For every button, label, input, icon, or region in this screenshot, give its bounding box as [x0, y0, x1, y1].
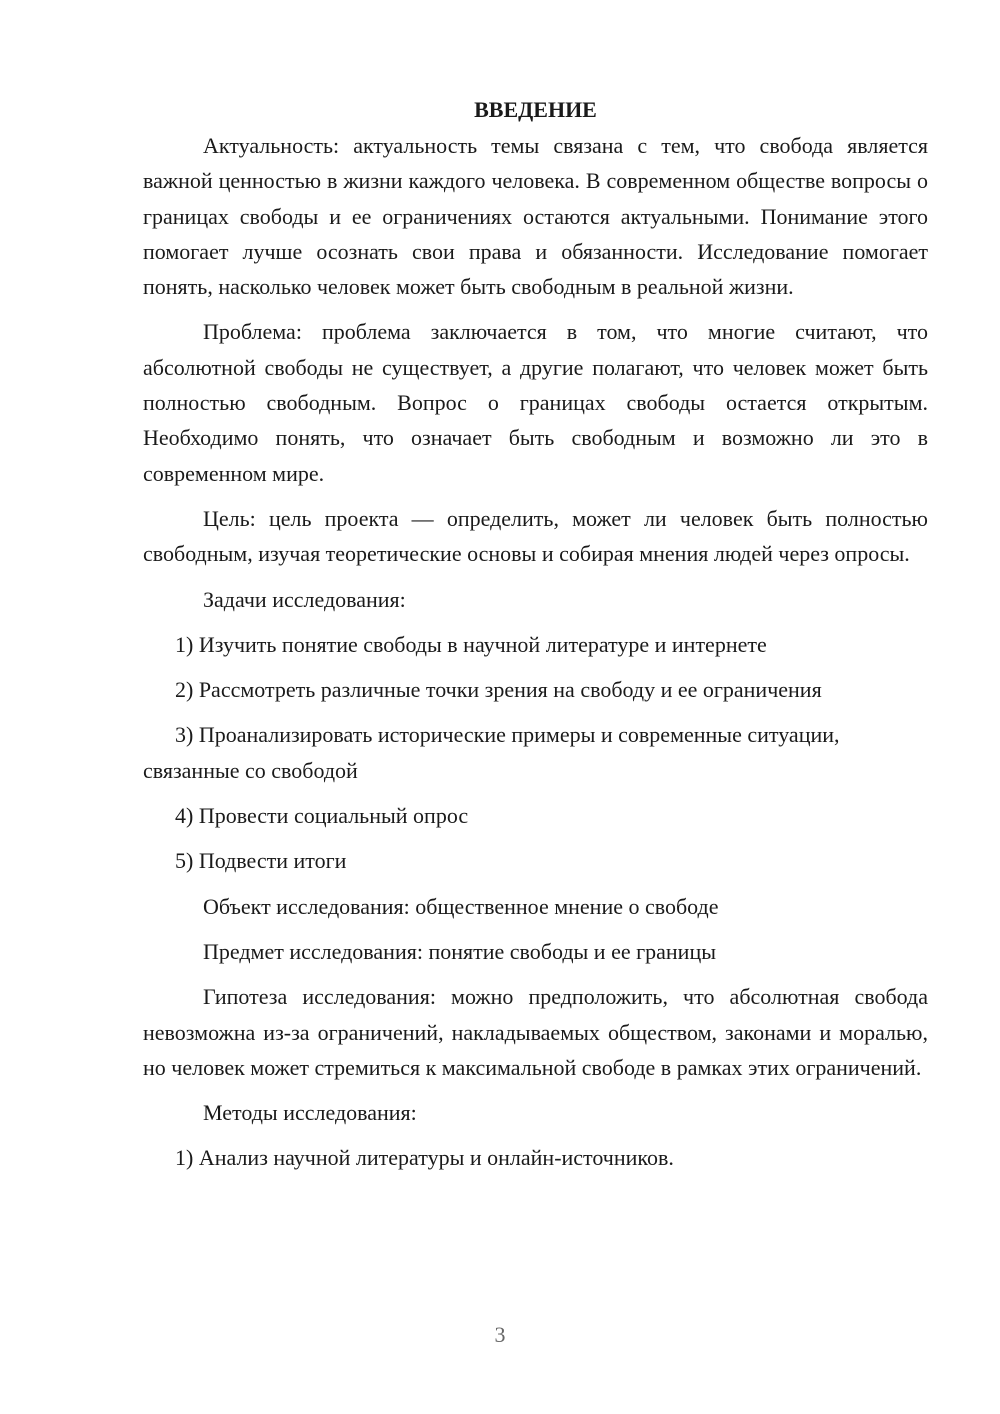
goal-paragraph: Цель: цель проекта — определить, может ли человек быть полностью свободным, изучая теоретические основы и собирая мнения людей через опросы. — [143, 505, 928, 567]
object-paragraph: Объект исследования: общественное мнение о свободе — [203, 893, 719, 919]
relevance-paragraph: Актуальность: актуальность темы связана с тем, что свобода является важной ценностью в жизни каждого человека. В современном обществе вопросы о границах свободы и ее ограничениях остаются актуальными. Понимание этого помогает лучше осознать свои права и обязанности. Исследование помогает понять, насколько человек может быть свободным в реальной жизни. — [143, 133, 928, 300]
task-item-5: 5) Подвести итоги — [175, 848, 347, 874]
method-item-1: 1) Анализ научной литературы и онлайн-источников. — [175, 1145, 674, 1171]
task-item-3: 3) Проанализировать исторические примеры и современные ситуации, связанные со свободой — [143, 722, 840, 783]
section-title: ВВЕДЕНИЕ — [474, 97, 597, 122]
page-number: 3 — [494, 1322, 506, 1347]
hypothesis-paragraph: Гипотеза исследования: можно предположить, что абсолютная свобода невозможна из-за ограничений, накладываемых обществом, законами и моралью, но человек может стремиться к максимальной свободе в рамках этих ограничений. — [143, 984, 928, 1080]
task-item-4: 4) Провести социальный опрос — [175, 803, 469, 829]
subject-paragraph: Предмет исследования: понятие свободы и ее границы — [203, 938, 716, 964]
document-page — [143, 94, 928, 1186]
task-item-2: 2) Рассмотреть различные точки зрения на свободу и ее ограничения — [175, 677, 822, 703]
problem-paragraph: Проблема: проблема заключается в том, что многие считают, что абсолютной свободы не существует, а другие полагают, что человек может быть полностью свободным. Вопрос о границах свободы остается открытым. Необходимо понять, что означает быть свободным и возможно ли это в современном мире. — [143, 319, 928, 486]
methods-heading: Методы исследования: — [203, 1100, 417, 1126]
task-item-1: 1) Изучить понятие свободы в научной литературе и интернете — [175, 631, 767, 657]
tasks-heading: Задачи исследования: — [203, 586, 406, 612]
